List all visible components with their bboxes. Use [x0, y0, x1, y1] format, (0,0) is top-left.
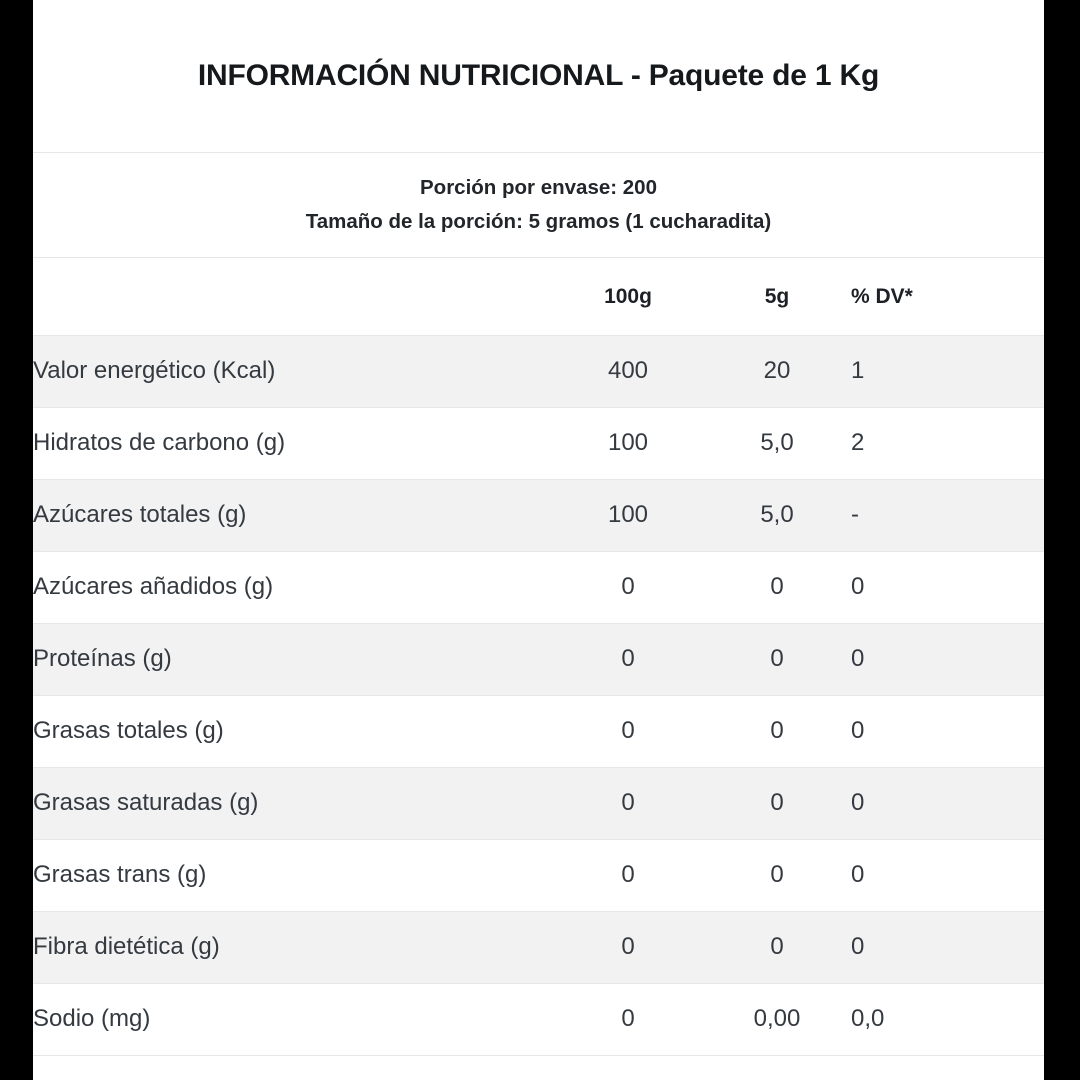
table-row — [33, 768, 1044, 840]
nutrient-name: Proteínas (g) — [33, 624, 553, 696]
value-per-serving: 20 — [703, 336, 851, 408]
nutrient-name: Azúcares totales (g) — [33, 480, 553, 552]
value-daily-value: 0 — [851, 840, 1044, 912]
value-per-serving: 5,0 — [703, 480, 851, 552]
value-daily-value: 0,0 — [851, 984, 1044, 1056]
column-header-daily-value: % DV* — [851, 258, 1044, 336]
value-daily-value: 1 — [851, 336, 1044, 408]
table-row — [33, 624, 1044, 696]
value-daily-value: 0 — [851, 624, 1044, 696]
value-per-serving: 0 — [703, 552, 851, 624]
value-per-100g: 0 — [553, 696, 703, 768]
nutrient-name: Grasas totales (g) — [33, 696, 553, 768]
table-row — [33, 408, 1044, 480]
value-daily-value: 2 — [851, 408, 1044, 480]
nutrition-table — [33, 258, 1044, 1056]
table-row — [33, 984, 1044, 1056]
table-body — [33, 336, 1044, 1056]
nutrient-name: Azúcares añadidos (g) — [33, 552, 553, 624]
nutrient-name: Valor energético (Kcal) — [33, 336, 553, 408]
value-daily-value: 0 — [851, 552, 1044, 624]
serving-size: Tamaño de la porción: 5 gramos (1 cucharadita) — [305, 210, 772, 233]
value-daily-value: 0 — [851, 768, 1044, 840]
column-header-nutrient — [33, 258, 553, 336]
value-per-serving: 0 — [703, 624, 851, 696]
nutrient-name: Sodio (mg) — [33, 984, 553, 1056]
value-per-serving: 5,0 — [703, 408, 851, 480]
value-per-100g: 0 — [553, 984, 703, 1056]
column-header-per-100g: 100g — [553, 258, 703, 336]
table-header-row — [33, 258, 1044, 336]
table-header — [33, 258, 1044, 336]
serving-info-block — [33, 153, 1044, 257]
table-row — [33, 336, 1044, 408]
nutrient-name: Grasas saturadas (g) — [33, 768, 553, 840]
nutrient-name: Fibra dietética (g) — [33, 912, 553, 984]
value-per-100g: 0 — [553, 624, 703, 696]
nutrient-name: Hidratos de carbono (g) — [33, 408, 553, 480]
value-per-100g: 400 — [553, 336, 703, 408]
portions-per-package: Porción por envase: 200 — [420, 176, 657, 200]
value-per-100g: 0 — [553, 840, 703, 912]
value-daily-value: 0 — [851, 696, 1044, 768]
value-per-100g: 0 — [553, 552, 703, 624]
title-block — [33, 0, 1044, 152]
value-per-serving: 0 — [703, 840, 851, 912]
value-daily-value: 0 — [851, 912, 1044, 984]
table-row — [33, 840, 1044, 912]
table-row — [33, 912, 1044, 984]
table-row — [33, 480, 1044, 552]
value-per-serving: 0,00 — [703, 984, 851, 1056]
table-row — [33, 696, 1044, 768]
nutrition-facts-panel — [33, 0, 1044, 1080]
table-row — [33, 552, 1044, 624]
value-per-serving: 0 — [703, 768, 851, 840]
page-title: INFORMACIÓN NUTRICIONAL - Paquete de 1 Kg — [197, 59, 880, 92]
value-per-100g: 100 — [553, 480, 703, 552]
column-header-per-serving: 5g — [703, 258, 851, 336]
value-per-serving: 0 — [703, 696, 851, 768]
value-per-serving: 0 — [703, 912, 851, 984]
value-per-100g: 0 — [553, 912, 703, 984]
value-per-100g: 100 — [553, 408, 703, 480]
nutrient-name: Grasas trans (g) — [33, 840, 553, 912]
value-per-100g: 0 — [553, 768, 703, 840]
value-daily-value: - — [851, 480, 1044, 552]
